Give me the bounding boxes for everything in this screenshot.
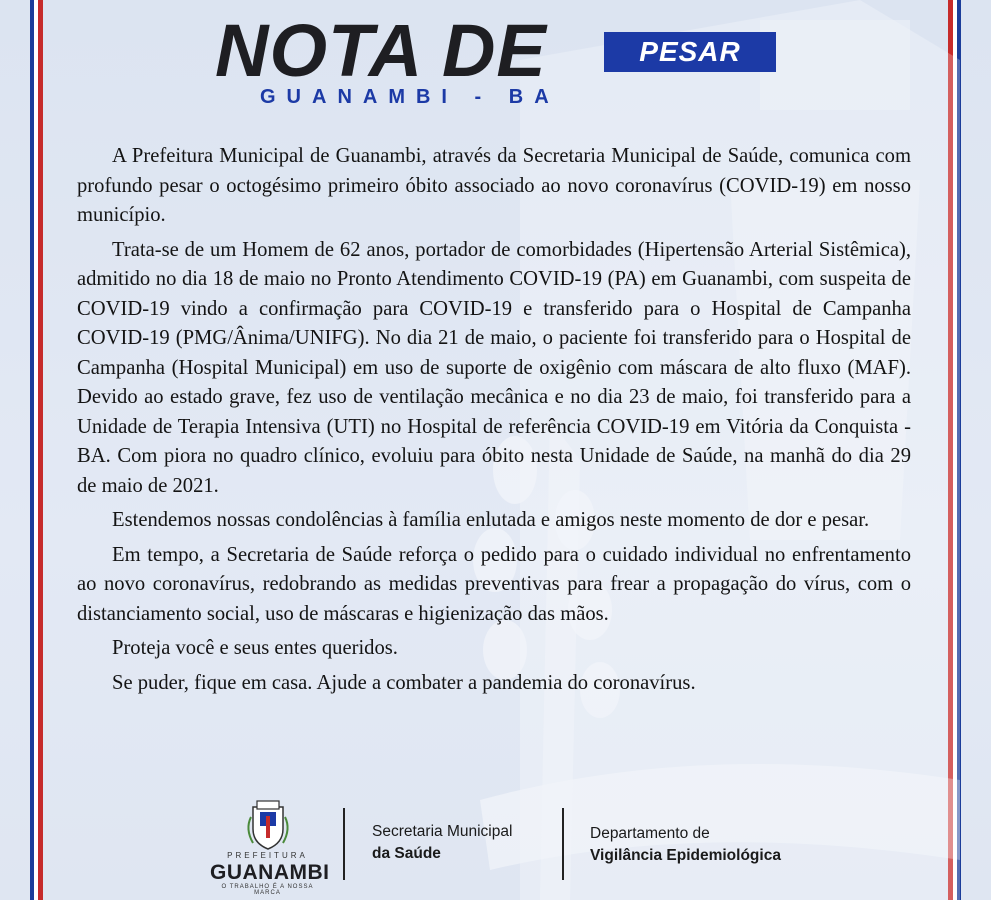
logo-tagline: O TRABALHO É A NOSSA MARCA	[221, 884, 314, 896]
secretaria-label	[372, 821, 512, 865]
coat-of-arms-icon	[243, 799, 293, 851]
departamento-line1: Departamento de	[590, 825, 710, 842]
secretaria-line2: da Saúde	[372, 845, 441, 862]
footer-divider-2	[562, 808, 564, 880]
footer	[0, 795, 991, 900]
logo-name: GUANAMBI	[210, 861, 330, 884]
paragraph-condolences: Estendemos nossas condolências à família enlutada e amigos neste momento de dor e pesar.	[112, 509, 870, 531]
departamento-label	[590, 823, 781, 867]
footer-divider-1	[343, 808, 345, 880]
pesar-badge: PESAR	[604, 32, 776, 72]
logo-prefix: PREFEITURA	[227, 851, 308, 860]
secretaria-line1: Secretaria Municipal	[372, 823, 513, 840]
city-subtitle: GUANAMBI - BA	[260, 86, 560, 108]
notice-body	[77, 142, 911, 703]
left-flag-border	[30, 0, 43, 900]
notice-title: NOTA DE	[215, 9, 547, 92]
paragraph-prevention: Em tempo, a Secretaria de Saúde reforça o pedido para o cuidado individual no enfrentamento ao novo coronavírus, redobrando as medidas preventivas para frear a propagação do vírus, com o distanciamento social, uso de máscaras e higienização das mãos.	[77, 543, 911, 625]
prefeitura-logo	[210, 799, 330, 896]
paragraph-protect: Proteja você e seus entes queridos.	[112, 637, 398, 659]
paragraph-stay-home: Se puder, fique em casa. Ajude a combater a pandemia do coronavírus.	[112, 671, 696, 694]
paragraph-case-details: Trata-se de um Homem de 62 anos, portador de comorbidades (Hipertensão Arterial Sistêmica), admitido no dia 18 de maio no Pronto Atendimento COVID-19 (PA) em Guanambi, com suspeita de COVID-19 vindo a confirmação para COVID-19 e transferido para o Hospital de Campanha COVID-19 (PMG/Ânima/UNIFG). No dia 21 de maio, o paciente foi transferido para o Hospital de Campanha (Hospital Municipal) em uso de suporte de oxigênio com máscara de alto fluxo (MAF). Devido ao estado grave, fez uso de ventilação mecânica e no dia 23 de maio, foi transferido para a Unidade de Terapia Intensiva (UTI) no Hospital de referência COVID-19 em Vitória da Conquista - BA. Com piora no quadro clínico, evoluiu para óbito nesta Unidade de Saúde, na manhã do dia 29 de maio de 2021.	[77, 238, 911, 497]
departamento-line2: Vigilância Epidemiológica	[590, 847, 781, 864]
paragraph-announcement: A Prefeitura Municipal de Guanambi, através da Secretaria Municipal de Saúde, comunica com profundo pesar o octogésimo primeiro óbito associado ao novo coronavírus (COVID-19) em nosso município.	[77, 145, 911, 226]
